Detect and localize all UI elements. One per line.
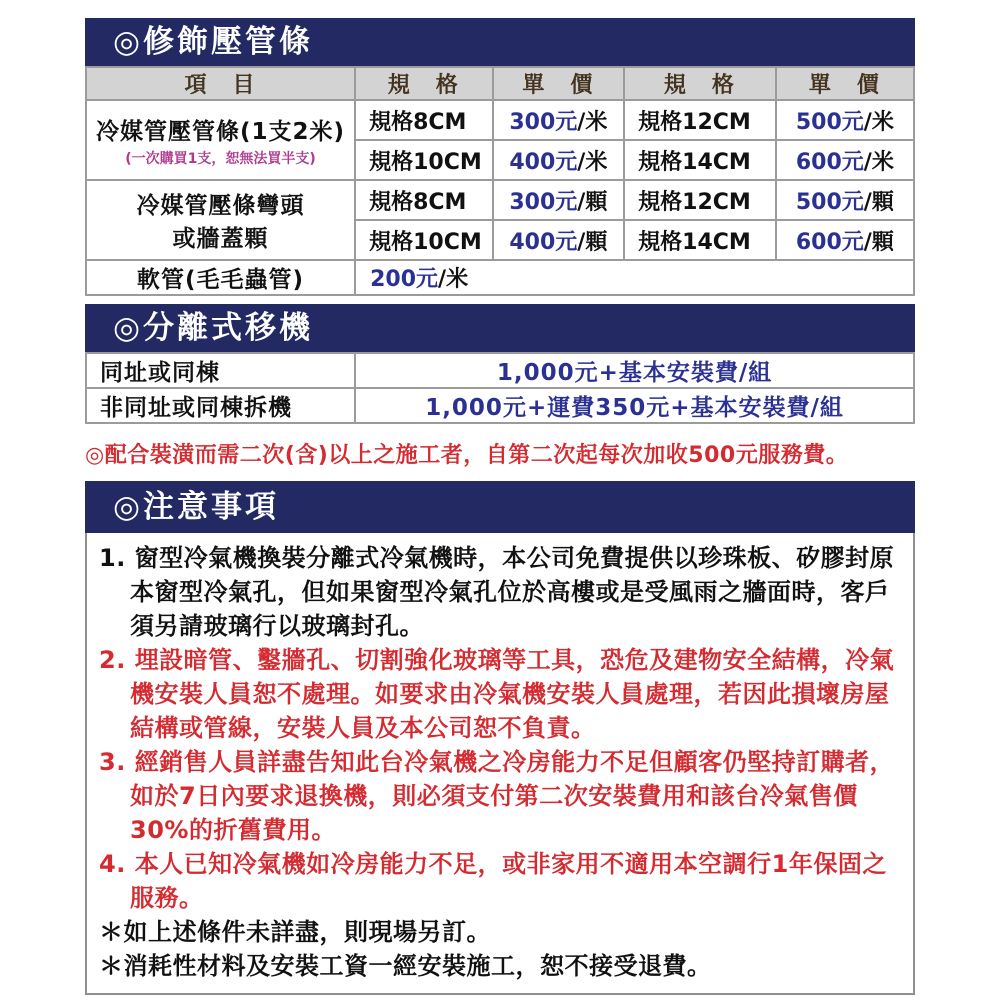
item-label-line1: 冷媒管壓條彎頭 — [136, 193, 305, 219]
price-unit: /米 — [863, 109, 894, 135]
spec-cell: 規格8CM — [355, 100, 492, 140]
item-cell-elbow-cover — [86, 180, 355, 260]
footnote-1 — [99, 915, 905, 949]
spec-cell: 規格10CM — [355, 140, 492, 180]
spec-cell: 規格8CM — [355, 180, 492, 220]
spec-cell: 規格12CM — [624, 180, 776, 220]
price-sheet — [85, 18, 915, 995]
price-cell — [493, 180, 625, 220]
column-header-spec-1: 規 格 — [355, 67, 492, 100]
price-unit: /顆 — [863, 189, 894, 215]
footnote-2 — [99, 949, 905, 983]
price-amount: 400元 — [509, 149, 578, 175]
spacer — [85, 296, 915, 304]
price-cell — [776, 100, 914, 140]
price-unit: /顆 — [577, 189, 608, 215]
table-row — [86, 388, 914, 423]
item-cell-soft-pipe: 軟管(毛毛蟲管) — [86, 260, 355, 295]
price-amount: 300元 — [509, 109, 578, 135]
price-cell — [776, 140, 914, 180]
relocation-price-value: 1,000元+基本安裝費/組 — [355, 353, 914, 388]
price-amount: 600元 — [795, 149, 864, 175]
relocation-price-table — [85, 352, 915, 424]
spec-cell: 規格12CM — [624, 100, 776, 140]
asterisk-mark: ＊ — [99, 918, 124, 946]
price-amount: 500元 — [795, 189, 864, 215]
footnote-text: 如上述條件未詳盡，則現場另訂。 — [123, 918, 491, 946]
notice-text: 經銷售人員詳盡告知此台冷氣機之冷房能力不足但顧客仍堅持訂購者，如於7日內要求退換機，則必須支付第二次安裝費用和該台冷氣售價30%的折舊費用。 — [130, 748, 895, 844]
notices-box — [85, 533, 915, 995]
column-header-price-2: 單 價 — [776, 67, 914, 100]
surcharge-note: ◎配合裝潢而需二次(含)以上之施工者，自第二次起每次加收500元服務費。 — [85, 443, 849, 468]
price-amount: 300元 — [509, 189, 578, 215]
table-row-soft-pipe — [86, 260, 914, 295]
notice-text: 窗型冷氣機換裝分離式冷氣機時，本公司免費提供以珍珠板、矽膠封原本窗型冷氣孔，但如果窗型冷氣孔位於高樓或是受風雨之牆面時，客戶須另請玻璃行以玻璃封孔。 — [130, 544, 895, 640]
spec-cell: 規格14CM — [624, 140, 776, 180]
price-unit: /米 — [577, 149, 608, 175]
section-title-trim-strip: ◎修飾壓管條 — [85, 18, 915, 66]
column-header-spec-2: 規 格 — [624, 67, 776, 100]
footnote-text: 消耗性材料及安裝工資一經安裝施工，恕不接受退費。 — [123, 952, 712, 980]
spec-cell: 規格10CM — [355, 220, 492, 260]
price-cell — [493, 100, 625, 140]
price-unit: /米 — [863, 149, 894, 175]
price-unit: /米 — [438, 267, 469, 292]
trim-strip-price-table — [85, 66, 915, 296]
price-unit: /顆 — [863, 229, 894, 255]
table-row — [86, 100, 914, 140]
section-title-notices: ◎注意事項 — [85, 481, 915, 533]
notice-item-4 — [99, 847, 905, 915]
notice-item-1 — [99, 541, 905, 643]
item-label-line2: 或牆蓋顆 — [172, 226, 269, 252]
item-purchase-note: (一次購買1支，恕無法買半支) — [125, 150, 316, 167]
price-unit: /米 — [577, 109, 608, 135]
notice-number: 3. — [99, 748, 126, 776]
price-unit: /顆 — [577, 229, 608, 255]
relocation-type-label: 非同址或同棟拆機 — [86, 388, 355, 423]
spec-cell: 規格14CM — [624, 220, 776, 260]
table-row — [86, 353, 914, 388]
relocation-type-label: 同址或同棟 — [86, 353, 355, 388]
relocation-price-value: 1,000元+運費350元+基本安裝費/組 — [355, 388, 914, 423]
price-cell — [776, 180, 914, 220]
notice-text: 埋設暗管、鑿牆孔、切割強化玻璃等工具，恐危及建物安全結構，冷氣機安裝人員恕不處理。如要求由冷氣機安裝人員處理，若因此損壞房屋結構或管線，安裝人員及本公司恕不負責。 — [130, 646, 895, 742]
column-header-item: 項 目 — [86, 67, 355, 100]
asterisk-mark: ＊ — [99, 952, 124, 980]
price-cell — [776, 220, 914, 260]
item-cell-pipe-strip — [86, 100, 355, 180]
notice-text: 本人已知冷氣機如冷房能力不足，或非家用不適用本空調行1年保固之服務。 — [130, 850, 887, 912]
price-amount: 400元 — [509, 229, 578, 255]
price-amount: 200元 — [370, 267, 439, 292]
table-header-row — [86, 67, 914, 100]
price-cell-soft-pipe — [355, 260, 914, 295]
column-header-price-1: 單 價 — [493, 67, 625, 100]
notice-number: 4. — [99, 850, 126, 878]
price-cell — [493, 140, 625, 180]
notice-number: 2. — [99, 646, 126, 674]
notice-item-2 — [99, 643, 905, 745]
notice-item-3 — [99, 745, 905, 847]
price-amount: 500元 — [795, 109, 864, 135]
item-label: 冷媒管壓管條(1支2米) — [96, 118, 346, 145]
section-title-relocation: ◎分離式移機 — [85, 304, 915, 352]
price-cell — [493, 220, 625, 260]
table-row — [86, 180, 914, 220]
notice-number: 1. — [99, 544, 126, 572]
price-amount: 600元 — [795, 229, 864, 255]
